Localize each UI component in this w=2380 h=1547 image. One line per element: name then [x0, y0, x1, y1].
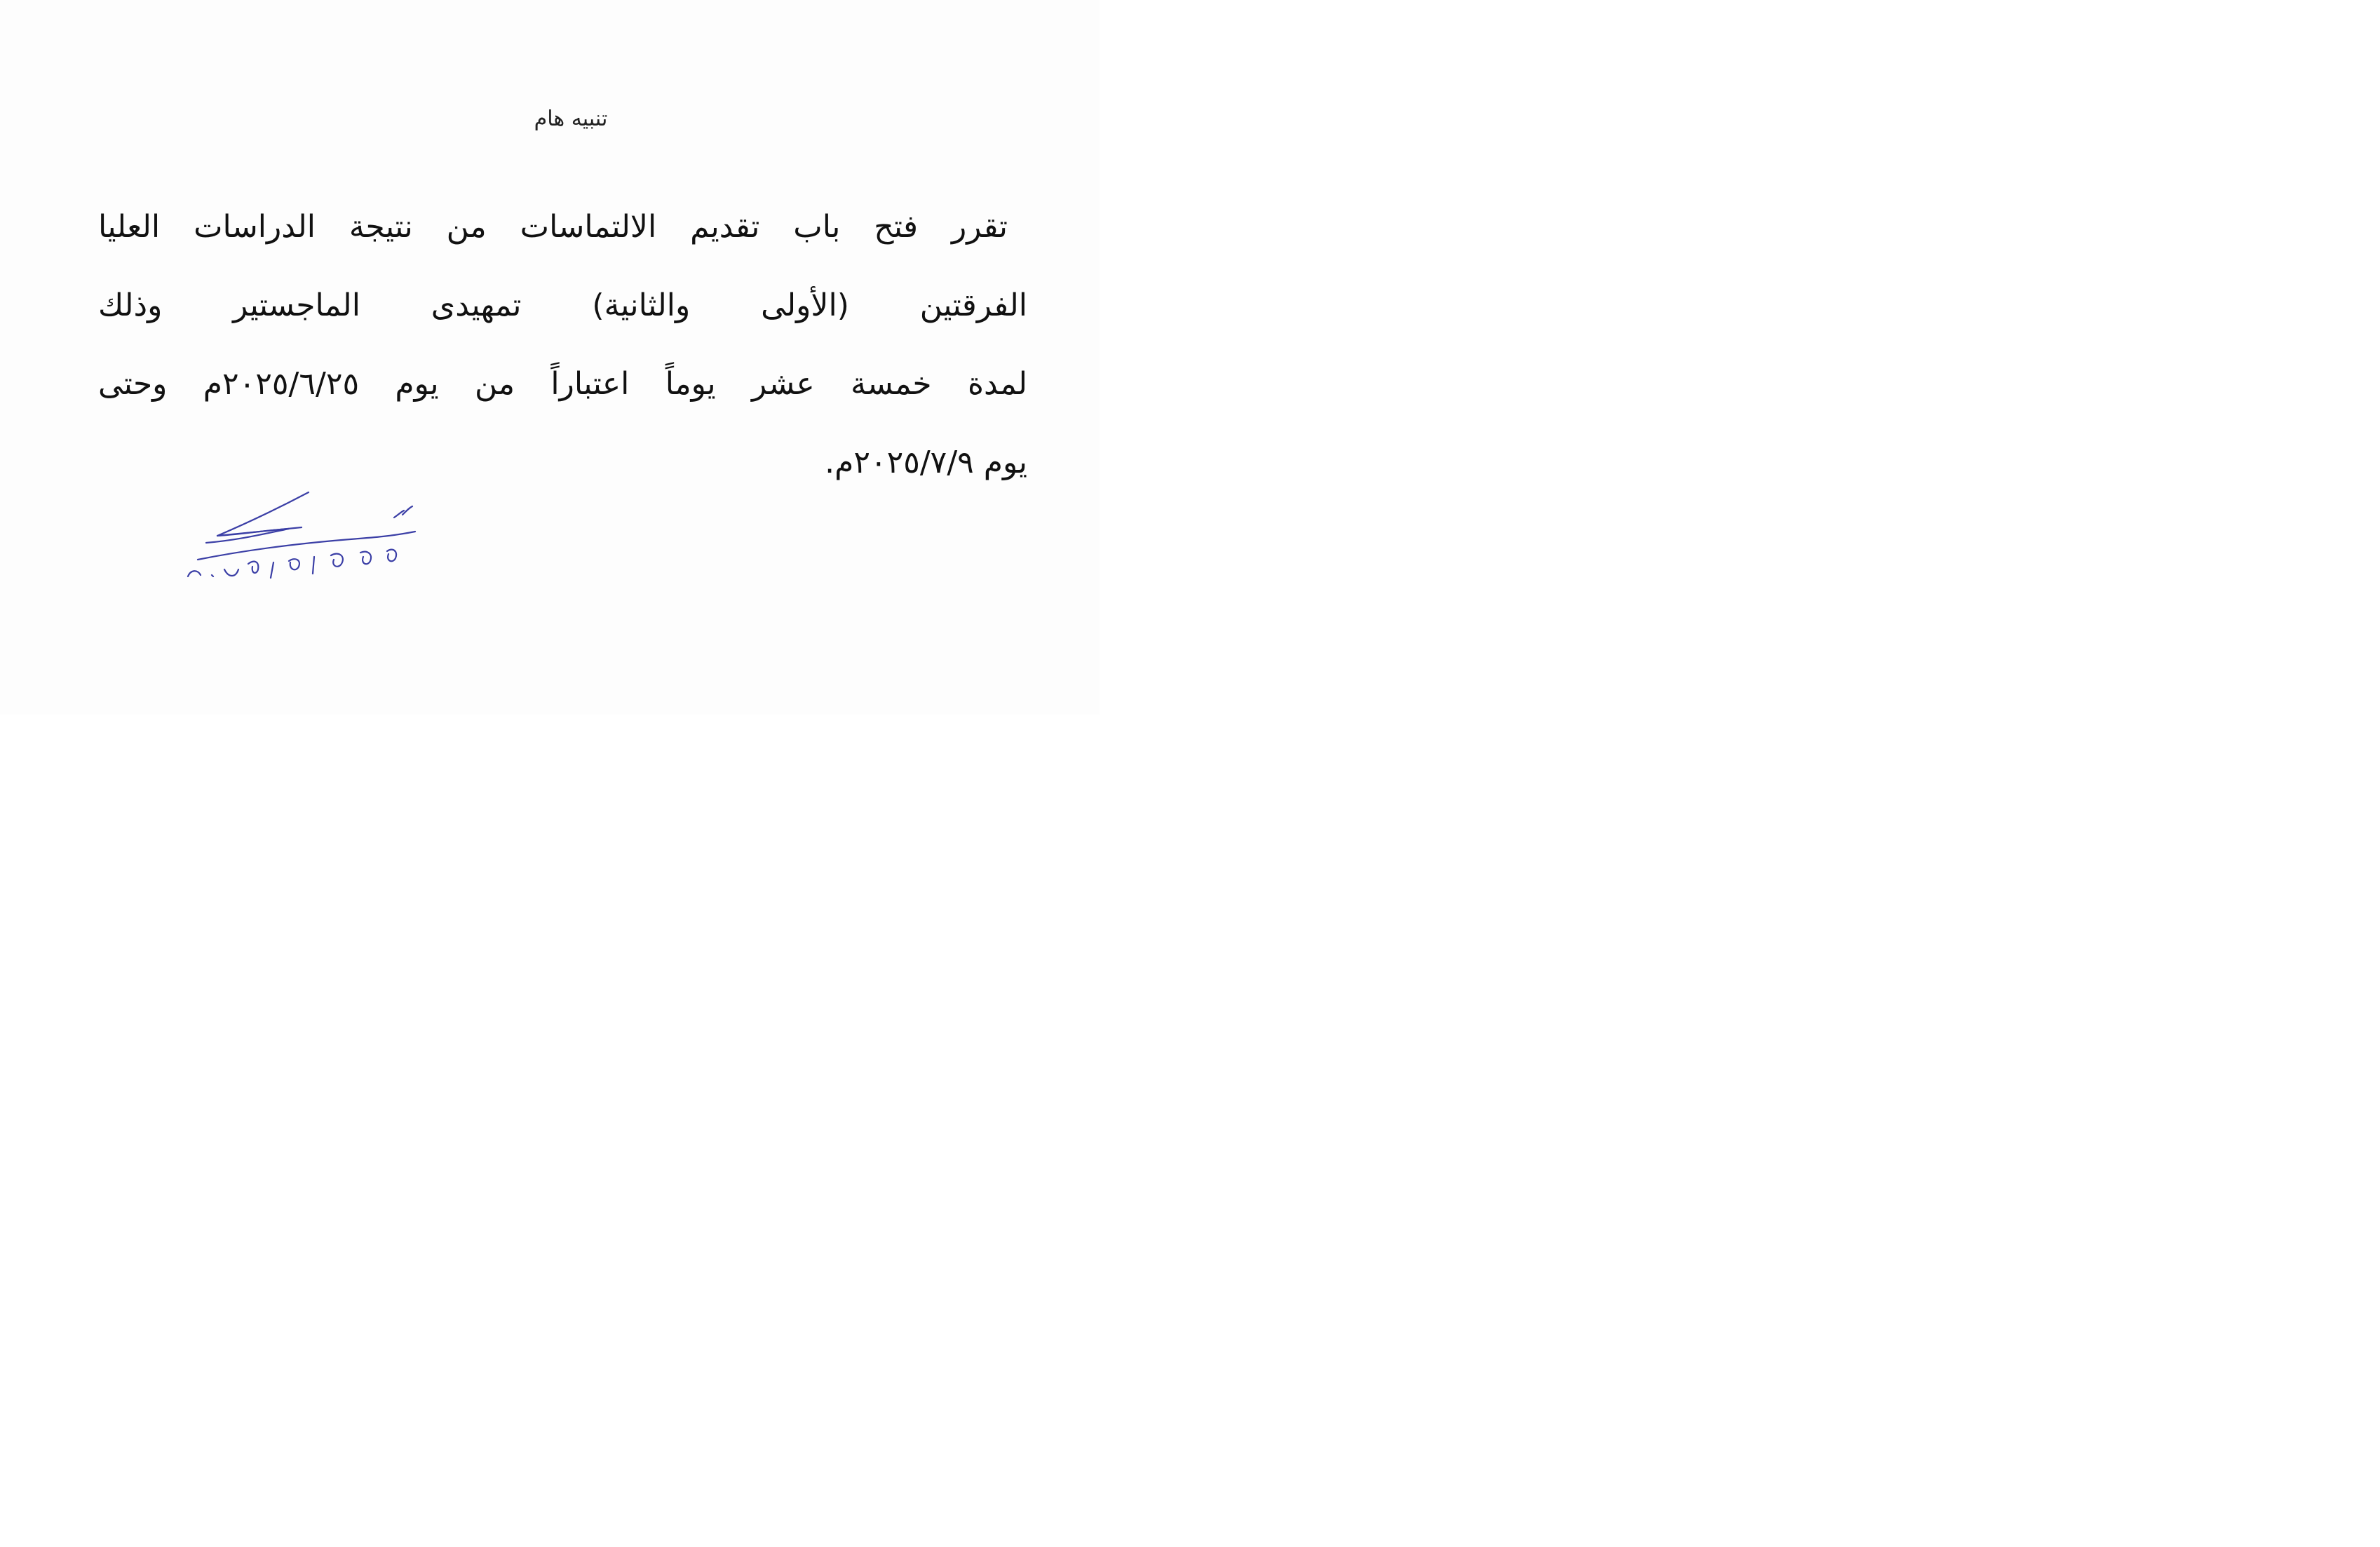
- notice-line: تقرر فتح باب تقديم الالتماسات من نتيجة الدراسات العليا: [98, 209, 1008, 245]
- document-page: [0, 0, 1100, 715]
- notice-title: تنبيه هام: [534, 107, 608, 131]
- notice-line: يوم ٢٠٢٥/٧/٩م.: [825, 445, 1027, 480]
- signature-mark: [394, 506, 412, 518]
- handwritten-signature: [184, 487, 422, 592]
- notice-line: لمدة خمسة عشر يوماً اعتباراً من يوم ٢٠٢٥/٦/٢٥م وحتى: [98, 366, 1027, 402]
- signature-date: [188, 550, 396, 578]
- notice-body: [98, 188, 1027, 502]
- notice-line: الفرقتين (الأولى والثانية) تمهيدى الماجستير وذلك: [98, 288, 1027, 323]
- signature-baseline: [198, 532, 415, 560]
